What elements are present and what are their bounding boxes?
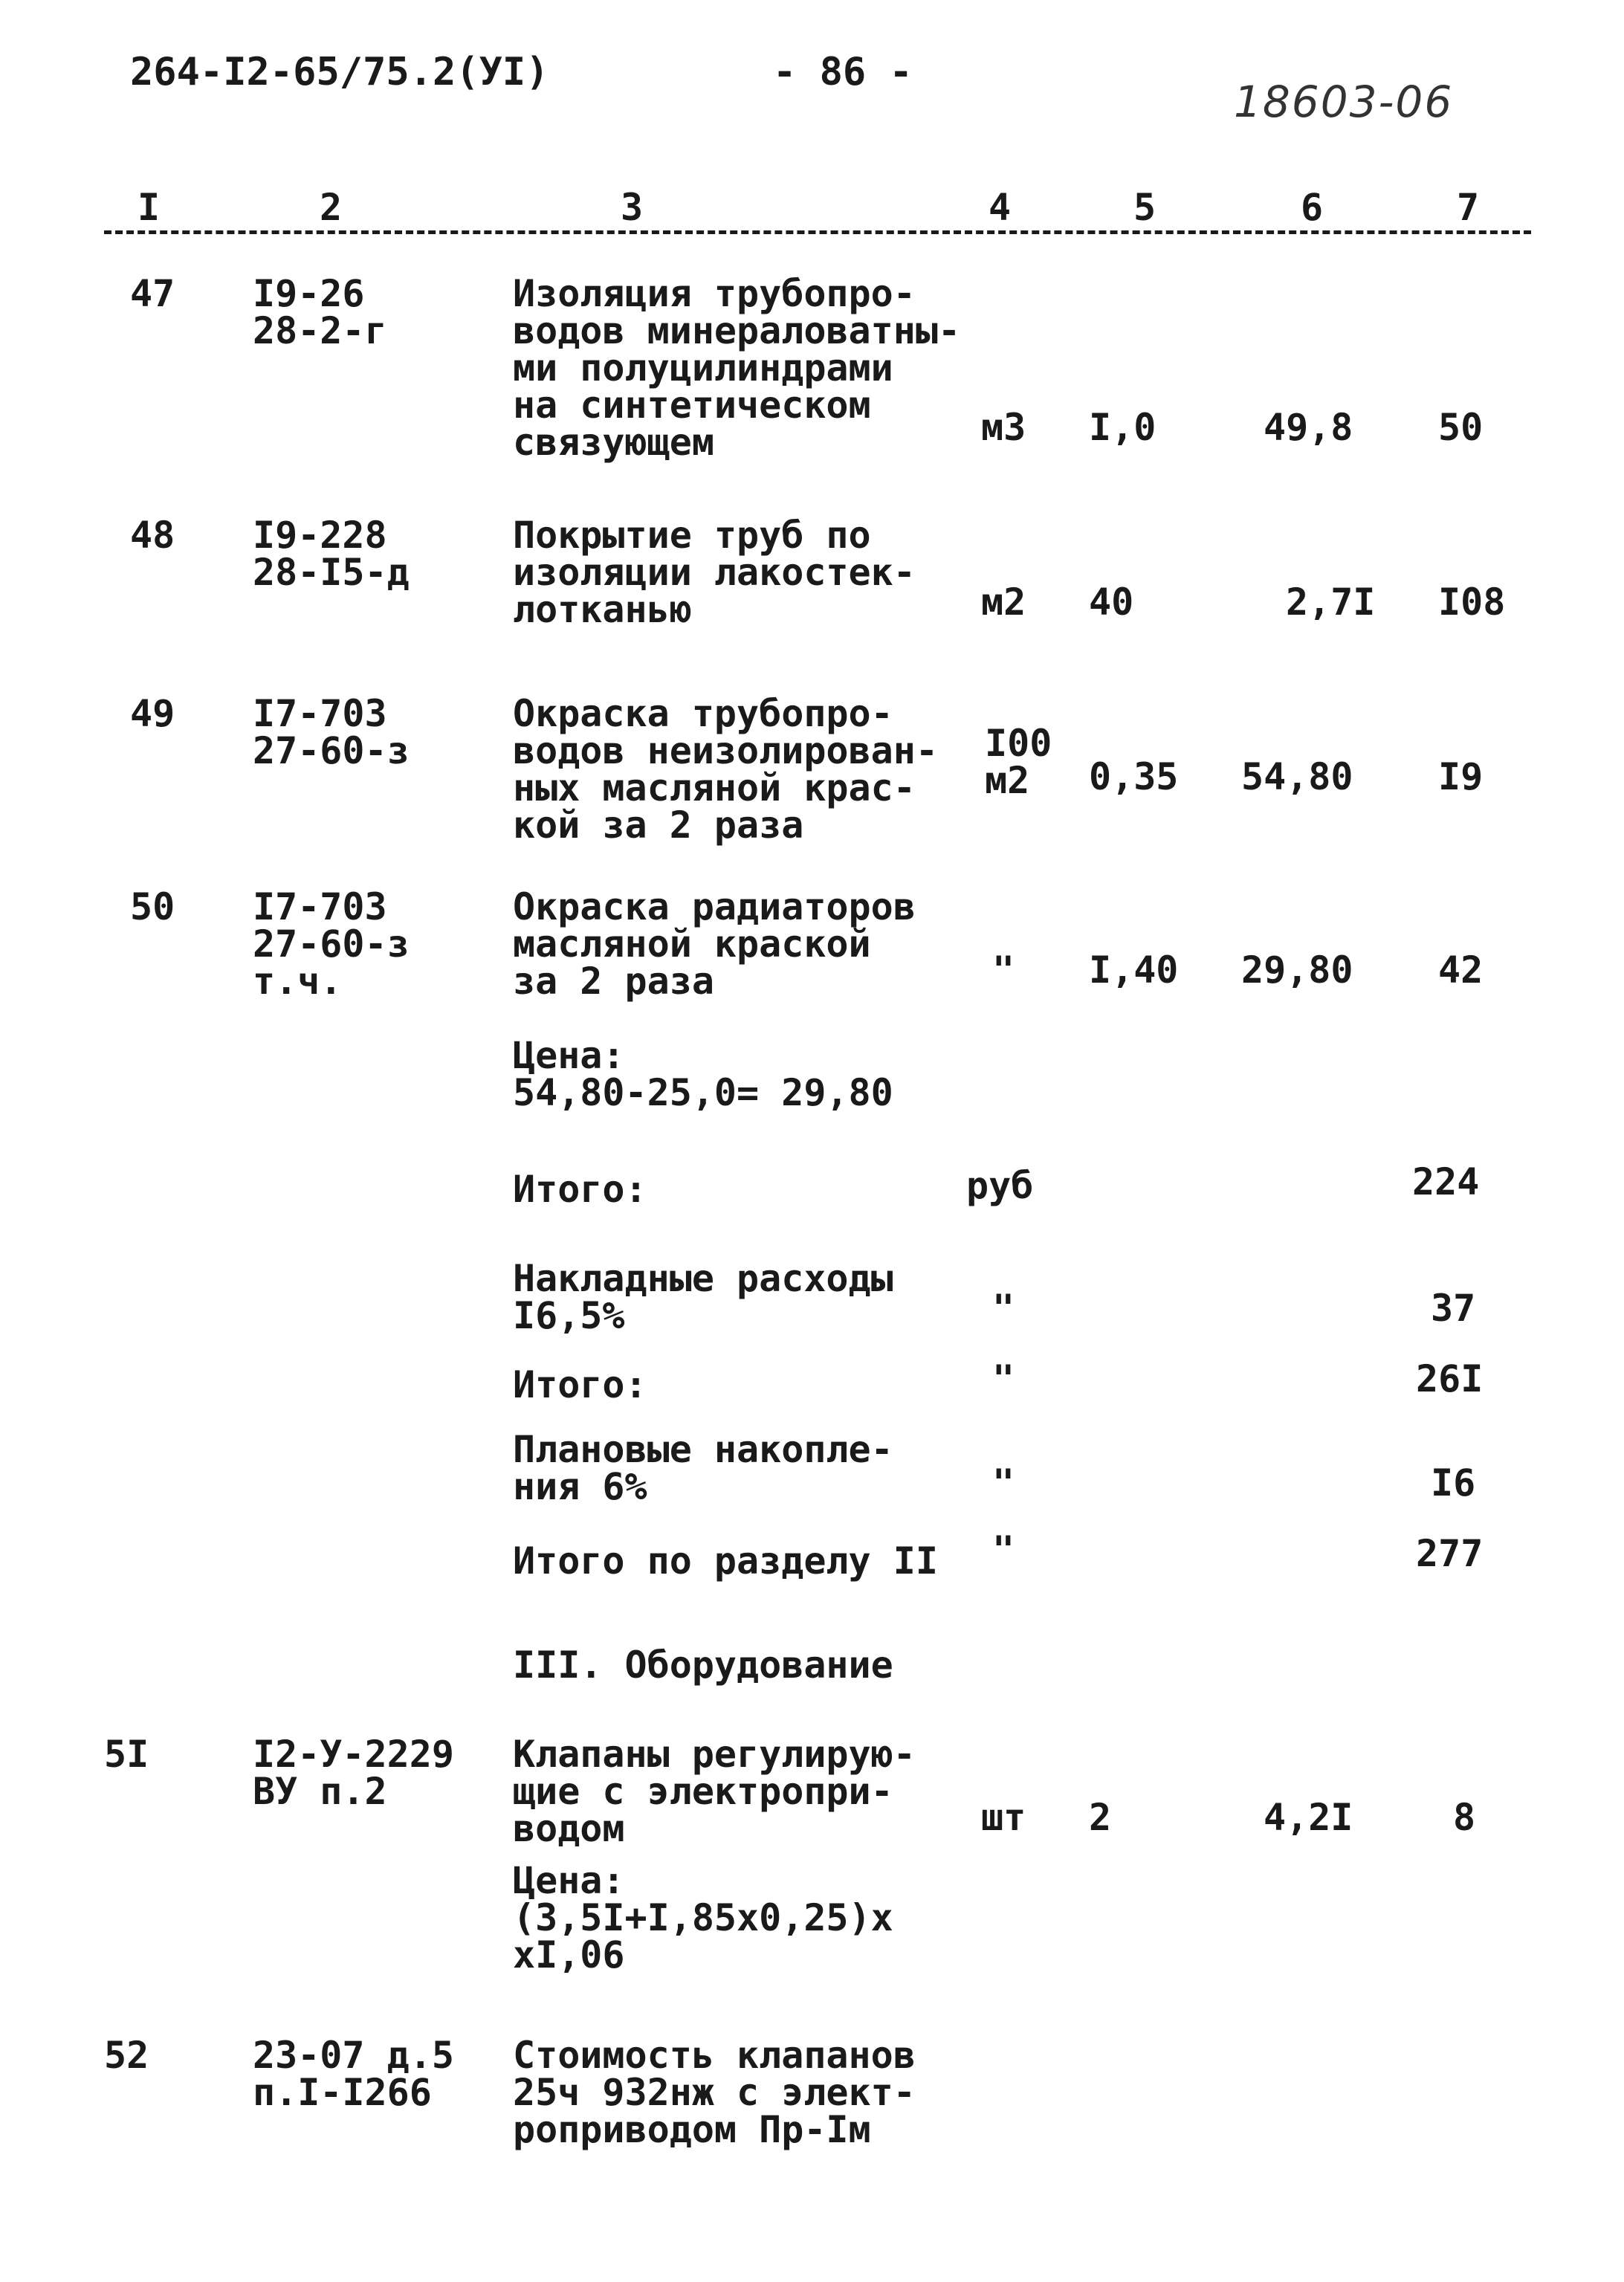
row-price: 2,7I [1286,581,1376,624]
row-total: I9 [1438,755,1484,798]
row-total: 50 [1438,406,1484,449]
row-description: Изоляция трубопро- водов минераловатны- ми полуцилиндрами на синтетическом связующем [513,272,961,464]
column-header: I [138,186,161,229]
row-number: 49 [130,692,175,735]
row-price: 29,80 [1241,948,1353,992]
price-note: Цена: (3,5I+I,85х0,25)х хI,06 [513,1859,893,1976]
column-header: 4 [989,186,1012,229]
row-description: Стоимость клапанов 25ч 932нж с элект- роприводом Пр-Iм [513,2034,916,2151]
row-quantity: I,40 [1089,948,1179,992]
column-header-row [104,186,1531,234]
row-unit: шт [981,1796,1026,1839]
row-number: 5I [104,1733,149,1776]
row-number: 52 [104,2034,149,2077]
price-note: Цена: 54,80-25,0= 29,80 [513,1034,893,1114]
row-number: 48 [130,514,175,557]
row-total: 8 [1453,1796,1476,1839]
column-header: 3 [621,186,644,229]
row-price: 54,80 [1241,755,1353,798]
summary-total: 277 [1416,1532,1484,1575]
summary-label: Итого: [513,1363,647,1406]
summary-unit: " [992,1287,1015,1330]
row-unit: м2 [981,581,1026,624]
summary-label: Накладные расходы I6,5% [513,1257,893,1337]
summary-label: Итого: [513,1168,647,1211]
page-number: - 86 - [773,50,913,94]
section-title: III. Оборудование [513,1643,893,1687]
row-code: I9-228 28-I5-д [253,514,410,594]
row-total: 42 [1438,948,1484,992]
summary-unit: " [992,1357,1015,1400]
row-description: Окраска радиаторов масляной краской за 2 раза [513,885,916,1003]
summary-total: 37 [1431,1287,1476,1330]
row-code: 23-07 д.5 п.I-I266 [253,2034,454,2114]
row-quantity: 2 [1089,1796,1112,1839]
handwritten-number: 18603-06 [1234,77,1454,127]
row-number: 50 [130,885,175,928]
summary-total: I6 [1431,1461,1476,1504]
column-header: 6 [1301,186,1324,229]
row-description: Покрытие труб по изоляции лакостек- лотканью [513,514,916,631]
summary-unit: " [992,1461,1015,1504]
summary-label: Итого по разделу II [513,1539,938,1583]
row-code: I9-26 28-2-г [253,272,387,352]
summary-unit: руб [966,1164,1034,1207]
row-quantity: 40 [1089,581,1134,624]
column-header: 5 [1133,186,1156,229]
row-code: I2-У-2229 ВУ п.2 [253,1733,454,1813]
row-unit: I00 м2 [985,722,1052,802]
column-header: 7 [1457,186,1480,229]
row-number: 47 [130,272,175,315]
column-header: 2 [320,186,343,229]
row-price: 4,2I [1264,1796,1353,1839]
row-description: Окраска трубопро- водов неизолирован- ных масляной крас- кой за 2 раза [513,692,938,847]
row-price: 49,8 [1264,406,1353,449]
row-description: Клапаны регулирую- щие с электропри- водом [513,1733,916,1850]
summary-unit: " [992,1528,1015,1571]
summary-total: 26I [1416,1357,1484,1400]
summary-total: 224 [1412,1160,1480,1203]
row-code: I7-703 27-60-з [253,692,410,772]
row-quantity: I,0 [1089,406,1156,449]
summary-label: Плановые накопле- ния 6% [513,1428,893,1508]
row-total: I08 [1438,581,1506,624]
row-quantity: 0,35 [1089,755,1179,798]
row-code: I7-703 27-60-з т.ч. [253,885,410,1003]
row-unit: м3 [981,406,1026,449]
document-code: 264-I2-65/75.2(УI) [130,50,549,94]
row-unit: " [992,948,1015,992]
